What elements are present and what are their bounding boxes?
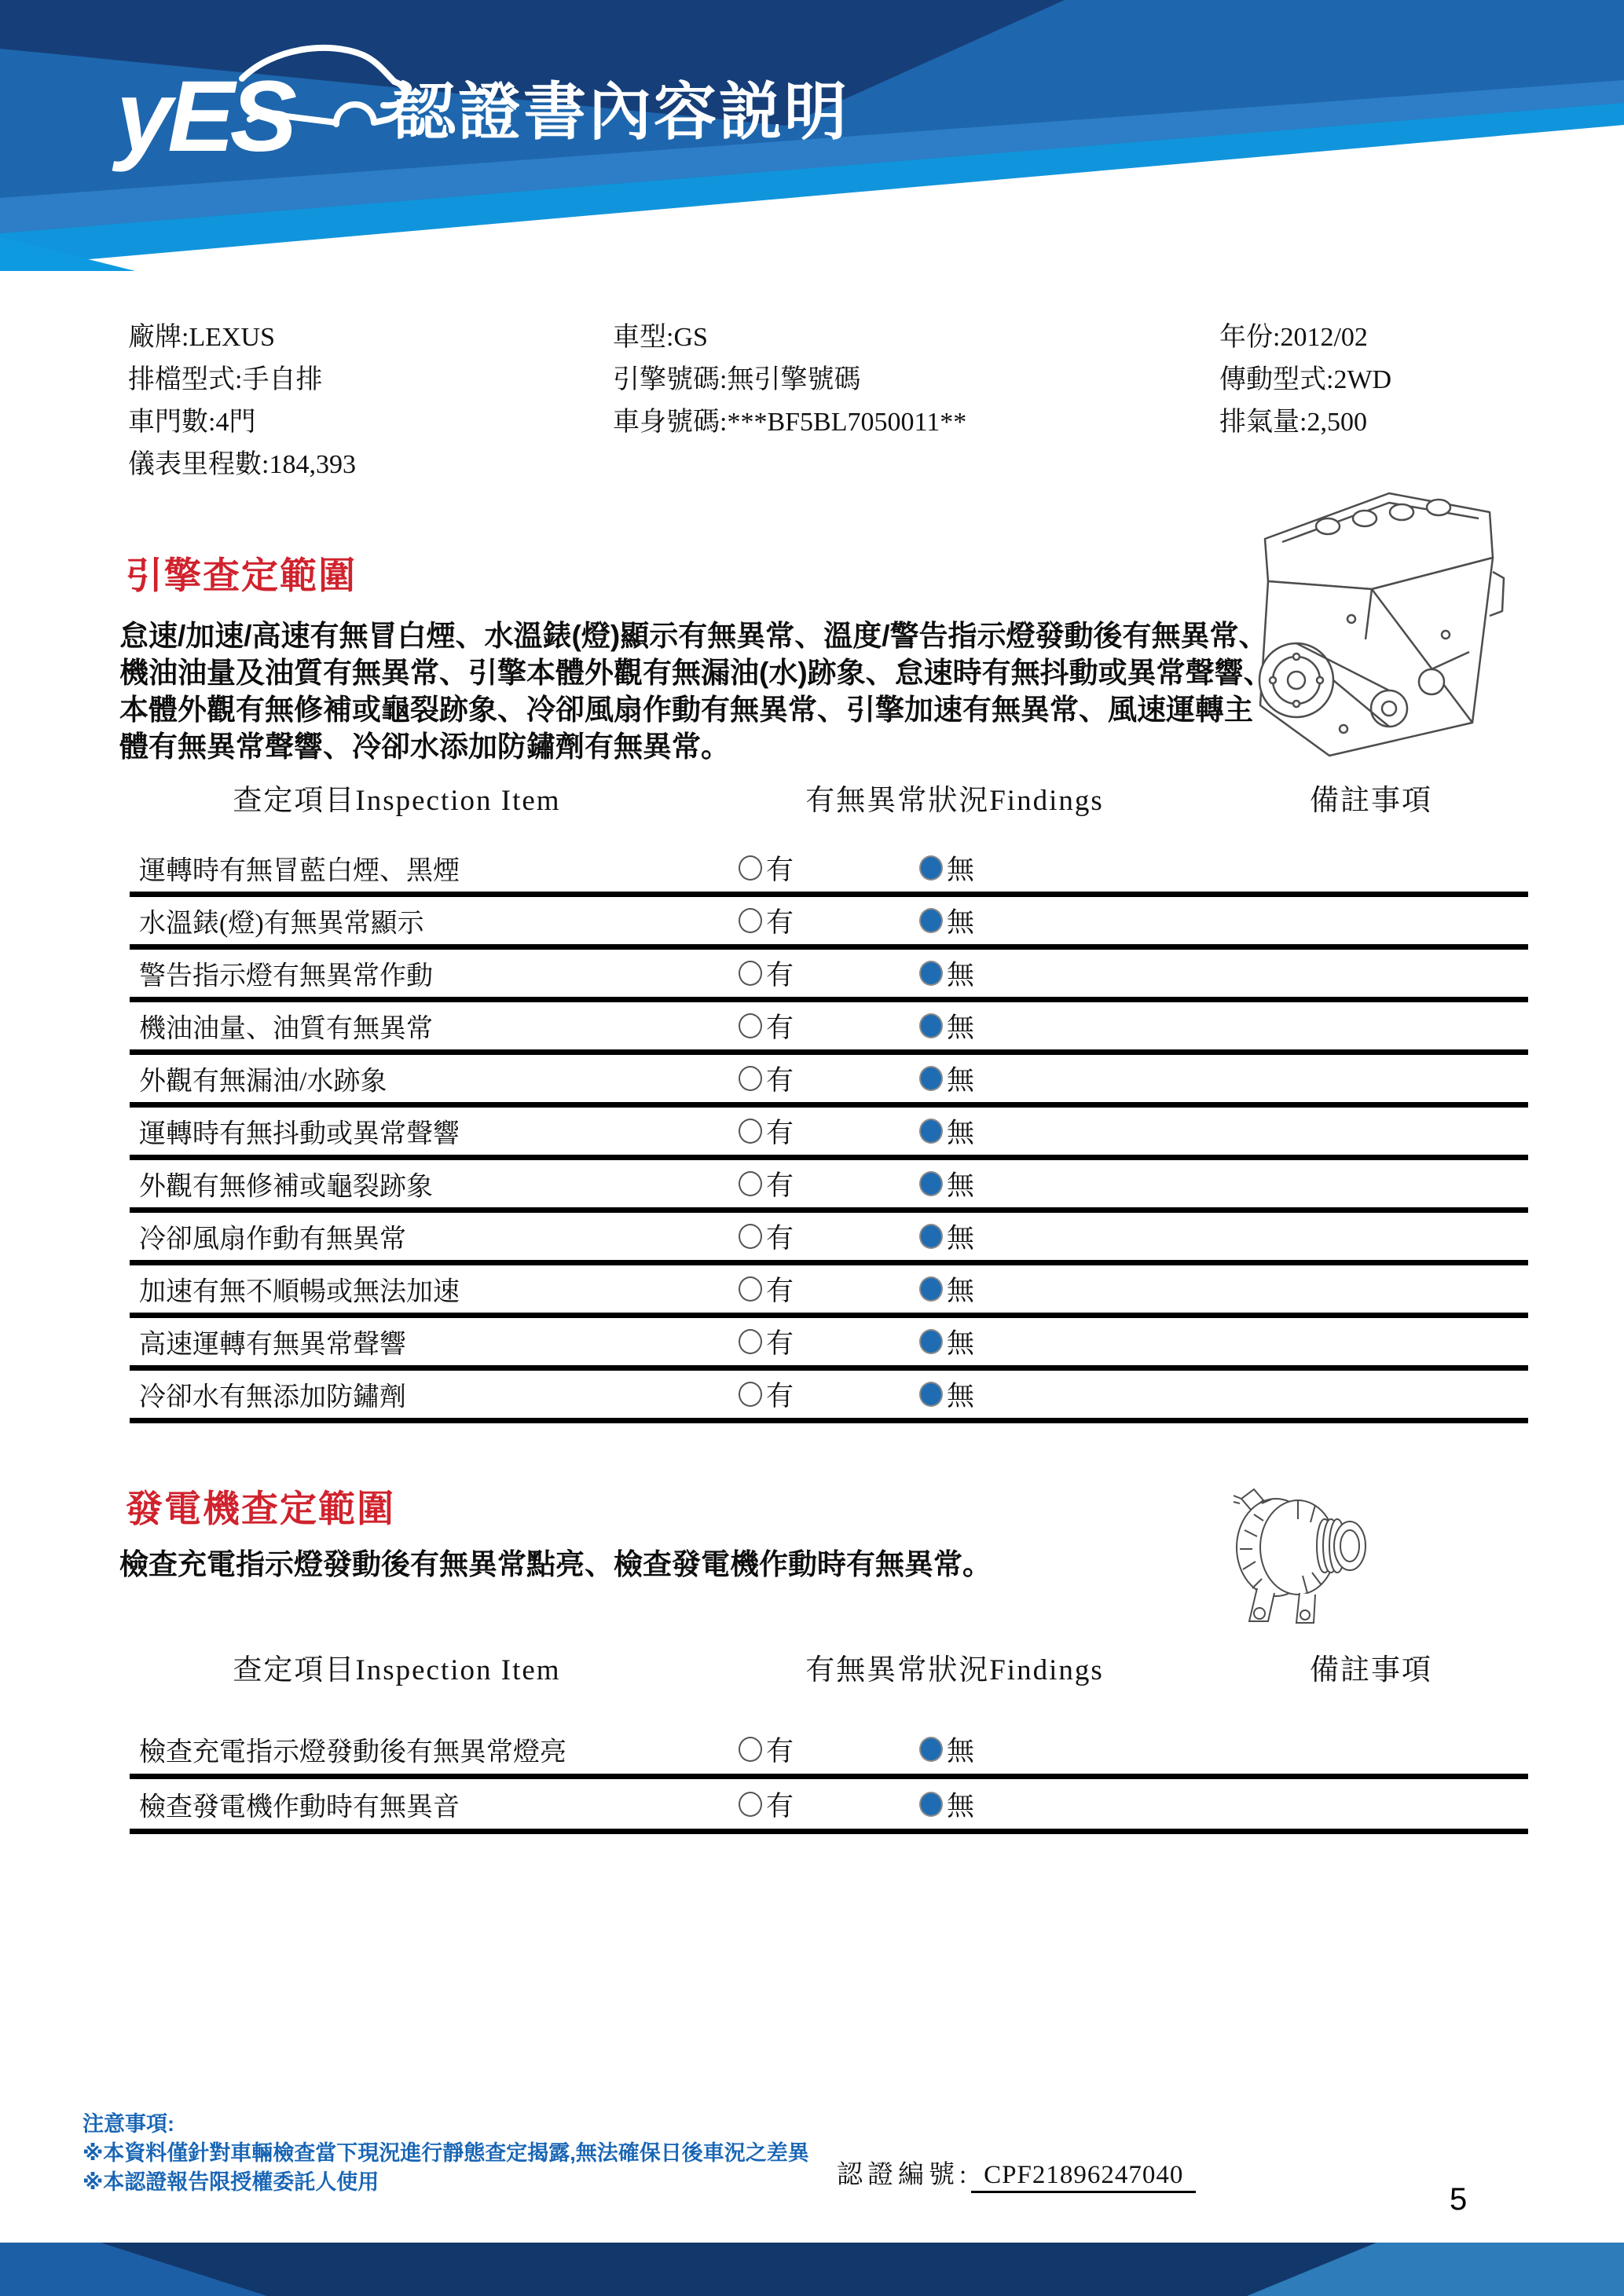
radio-option-yes[interactable]: 有 <box>739 901 794 940</box>
info-brand: 廠牌:LEXUS <box>128 323 275 352</box>
radio-option-yes[interactable]: 有 <box>739 1111 794 1151</box>
radio-option-no[interactable]: 無 <box>919 1730 974 1769</box>
radio-selected-icon[interactable] <box>919 1171 943 1196</box>
inspection-item-label: 檢查充電指示燈發動後有無異常燈亮 <box>139 1738 566 1767</box>
page-number: 5 <box>1450 2182 1468 2217</box>
certificate-number-line <box>837 2154 1196 2191</box>
col-header-remarks: 備註事項 <box>1310 1654 1432 1686</box>
table-row <box>130 1265 1528 1318</box>
table-row <box>130 1371 1528 1423</box>
radio-option-no[interactable]: 無 <box>919 1785 974 1824</box>
certificate-number-value: CPF21896247040 <box>971 2161 1196 2193</box>
table-row <box>130 950 1528 1002</box>
info-mileage: 儀表里程數:184,393 <box>128 450 356 479</box>
radio-selected-icon[interactable] <box>919 1119 943 1144</box>
radio-selected-icon[interactable] <box>919 961 943 986</box>
radio-unselected-icon[interactable] <box>739 1276 762 1302</box>
engine-section-description: 怠速/加速/高速有無冒白煙、水溫錶(燈)顯示有無異常、溫度/警告指示燈發動後有無異常、機油油量及油質有無異常、引擎本體外觀有無漏油(水)跡象、怠速時有無抖動或異常聲響、本體外觀有無修補或龜裂跡象、冷卻風扇作動有無異常、引擎加速有無異常、風速運轉主體有無異常聲響、冷卻水添加防鏽劑有無異常。 <box>119 620 1273 763</box>
table-row <box>130 844 1528 897</box>
radio-unselected-icon[interactable] <box>739 1382 762 1407</box>
radio-option-yes[interactable]: 有 <box>739 1059 794 1098</box>
radio-unselected-icon[interactable] <box>739 1224 762 1249</box>
radio-option-yes[interactable]: 有 <box>739 1785 794 1824</box>
info-engine-number: 引擎號碼:無引擎號碼 <box>613 365 861 394</box>
inspection-item-label: 冷卻風扇作動有無異常 <box>139 1225 406 1254</box>
info-transmission-type: 排檔型式:手自排 <box>128 365 323 394</box>
radio-option-no[interactable]: 無 <box>919 1375 974 1414</box>
radio-option-yes[interactable]: 有 <box>739 1375 794 1414</box>
radio-unselected-icon[interactable] <box>739 1013 762 1038</box>
inspection-item-label: 加速有無不順暢或無法加速 <box>139 1277 460 1307</box>
radio-option-yes[interactable]: 有 <box>739 1006 794 1045</box>
table-row <box>130 897 1528 950</box>
radio-selected-icon[interactable] <box>919 855 943 881</box>
radio-option-no[interactable]: 無 <box>919 1269 974 1309</box>
radio-option-yes[interactable]: 有 <box>739 848 794 888</box>
radio-option-yes[interactable]: 有 <box>739 1322 794 1361</box>
radio-option-yes[interactable]: 有 <box>739 1269 794 1309</box>
table-row <box>130 1160 1528 1213</box>
radio-option-no[interactable]: 無 <box>919 848 974 888</box>
radio-unselected-icon[interactable] <box>739 908 762 933</box>
page-title: 認證書內容説明 <box>393 77 849 147</box>
info-displacement: 排氣量:2,500 <box>1219 408 1367 437</box>
note-line-1: ※本資料僅針對車輛檢查當下現況進行靜態查定揭露,無法確保日後車況之差異 <box>82 2141 809 2165</box>
radio-selected-icon[interactable] <box>919 1013 943 1038</box>
radio-selected-icon[interactable] <box>919 1224 943 1249</box>
table-header-row <box>130 776 1528 817</box>
inspection-item-label: 運轉時有無抖動或異常聲響 <box>139 1119 460 1149</box>
radio-option-no[interactable]: 無 <box>919 901 974 940</box>
radio-selected-icon[interactable] <box>919 1792 943 1817</box>
inspection-item-label: 高速運轉有無異常聲響 <box>139 1330 406 1360</box>
inspection-item-label: 水溫錶(燈)有無異常顯示 <box>139 909 424 939</box>
radio-unselected-icon[interactable] <box>739 1119 762 1144</box>
radio-option-no[interactable]: 無 <box>919 1217 974 1256</box>
col-header-remarks: 備註事項 <box>1310 785 1432 817</box>
vehicle-info-column-1 <box>128 317 356 486</box>
radio-unselected-icon[interactable] <box>739 1737 762 1762</box>
radio-selected-icon[interactable] <box>919 1276 943 1302</box>
radio-option-no[interactable]: 無 <box>919 1059 974 1098</box>
vehicle-info-column-2 <box>613 317 966 444</box>
radio-option-no[interactable]: 無 <box>919 1111 974 1151</box>
inspection-item-label: 檢查發電機作動時有無異音 <box>139 1792 460 1822</box>
vehicle-info-column-3 <box>1219 317 1391 444</box>
inspection-item-label: 外觀有無漏油/水跡象 <box>139 1067 387 1097</box>
engine-inspection-table <box>130 776 1528 1423</box>
radio-selected-icon[interactable] <box>919 1066 943 1091</box>
radio-unselected-icon[interactable] <box>739 855 762 881</box>
radio-selected-icon[interactable] <box>919 1737 943 1762</box>
table-row <box>130 1055 1528 1108</box>
info-model: 車型:GS <box>613 323 708 352</box>
notes-block <box>82 2110 809 2197</box>
footer-banner <box>0 2243 1624 2296</box>
radio-option-yes[interactable]: 有 <box>739 1217 794 1256</box>
radio-option-no[interactable]: 無 <box>919 1322 974 1361</box>
radio-option-yes[interactable]: 有 <box>739 1164 794 1203</box>
radio-unselected-icon[interactable] <box>739 1329 762 1354</box>
radio-option-no[interactable]: 無 <box>919 1006 974 1045</box>
notes-title: 注意事項: <box>82 2112 174 2136</box>
inspection-item-label: 機油油量、油質有無異常 <box>139 1014 433 1044</box>
radio-unselected-icon[interactable] <box>739 1066 762 1091</box>
radio-option-no[interactable]: 無 <box>919 954 974 993</box>
generator-section-title: 發電機查定範圍 <box>126 1488 395 1529</box>
table-row <box>130 1108 1528 1160</box>
table-row <box>130 1213 1528 1265</box>
table-row <box>130 1724 1528 1779</box>
col-header-inspection-item: 查定項目Inspection Item <box>233 1654 561 1686</box>
inspection-item-label: 冷卻水有無添加防鏽劑 <box>139 1382 406 1412</box>
info-vin: 車身號碼:***BF5BL7050011** <box>613 408 967 437</box>
inspection-item-label: 外觀有無修補或龜裂跡象 <box>139 1172 433 1202</box>
col-header-inspection-item: 查定項目Inspection Item <box>233 785 561 817</box>
table-row <box>130 1779 1528 1834</box>
alternator-illustration <box>1227 1474 1373 1635</box>
info-door-count: 車門數:4門 <box>128 408 256 437</box>
table-header-row <box>130 1646 1528 1686</box>
table-row <box>130 1002 1528 1055</box>
radio-option-yes[interactable]: 有 <box>739 1730 794 1769</box>
radio-unselected-icon[interactable] <box>739 1792 762 1817</box>
certificate-number-label: 認證編號: <box>837 2161 972 2189</box>
radio-option-yes[interactable]: 有 <box>739 954 794 993</box>
radio-selected-icon[interactable] <box>919 908 943 933</box>
inspection-item-label: 運轉時有無冒藍白煙、黑煙 <box>139 856 460 886</box>
radio-unselected-icon[interactable] <box>739 961 762 986</box>
radio-option-no[interactable]: 無 <box>919 1164 974 1203</box>
table-row <box>130 1318 1528 1371</box>
engine-section-title: 引擎查定範圍 <box>126 555 357 596</box>
inspection-item-label: 警告指示燈有無異常作動 <box>139 961 433 991</box>
yes-logo-text: yES <box>116 60 292 173</box>
radio-selected-icon[interactable] <box>919 1382 943 1407</box>
col-header-findings: 有無異常狀況Findings <box>805 1654 1104 1686</box>
generator-inspection-table <box>130 1646 1528 1834</box>
radio-unselected-icon[interactable] <box>739 1171 762 1196</box>
radio-selected-icon[interactable] <box>919 1329 943 1354</box>
info-year: 年份:2012/02 <box>1219 323 1368 352</box>
note-line-2: ※本認證報告限授權委託人使用 <box>82 2170 379 2194</box>
info-drive-type: 傳動型式:2WD <box>1219 365 1392 394</box>
col-header-findings: 有無異常狀況Findings <box>805 785 1104 817</box>
generator-section-description: 檢查充電指示燈發動後有無異常點亮、檢查發電機作動時有無異常。 <box>119 1548 992 1580</box>
